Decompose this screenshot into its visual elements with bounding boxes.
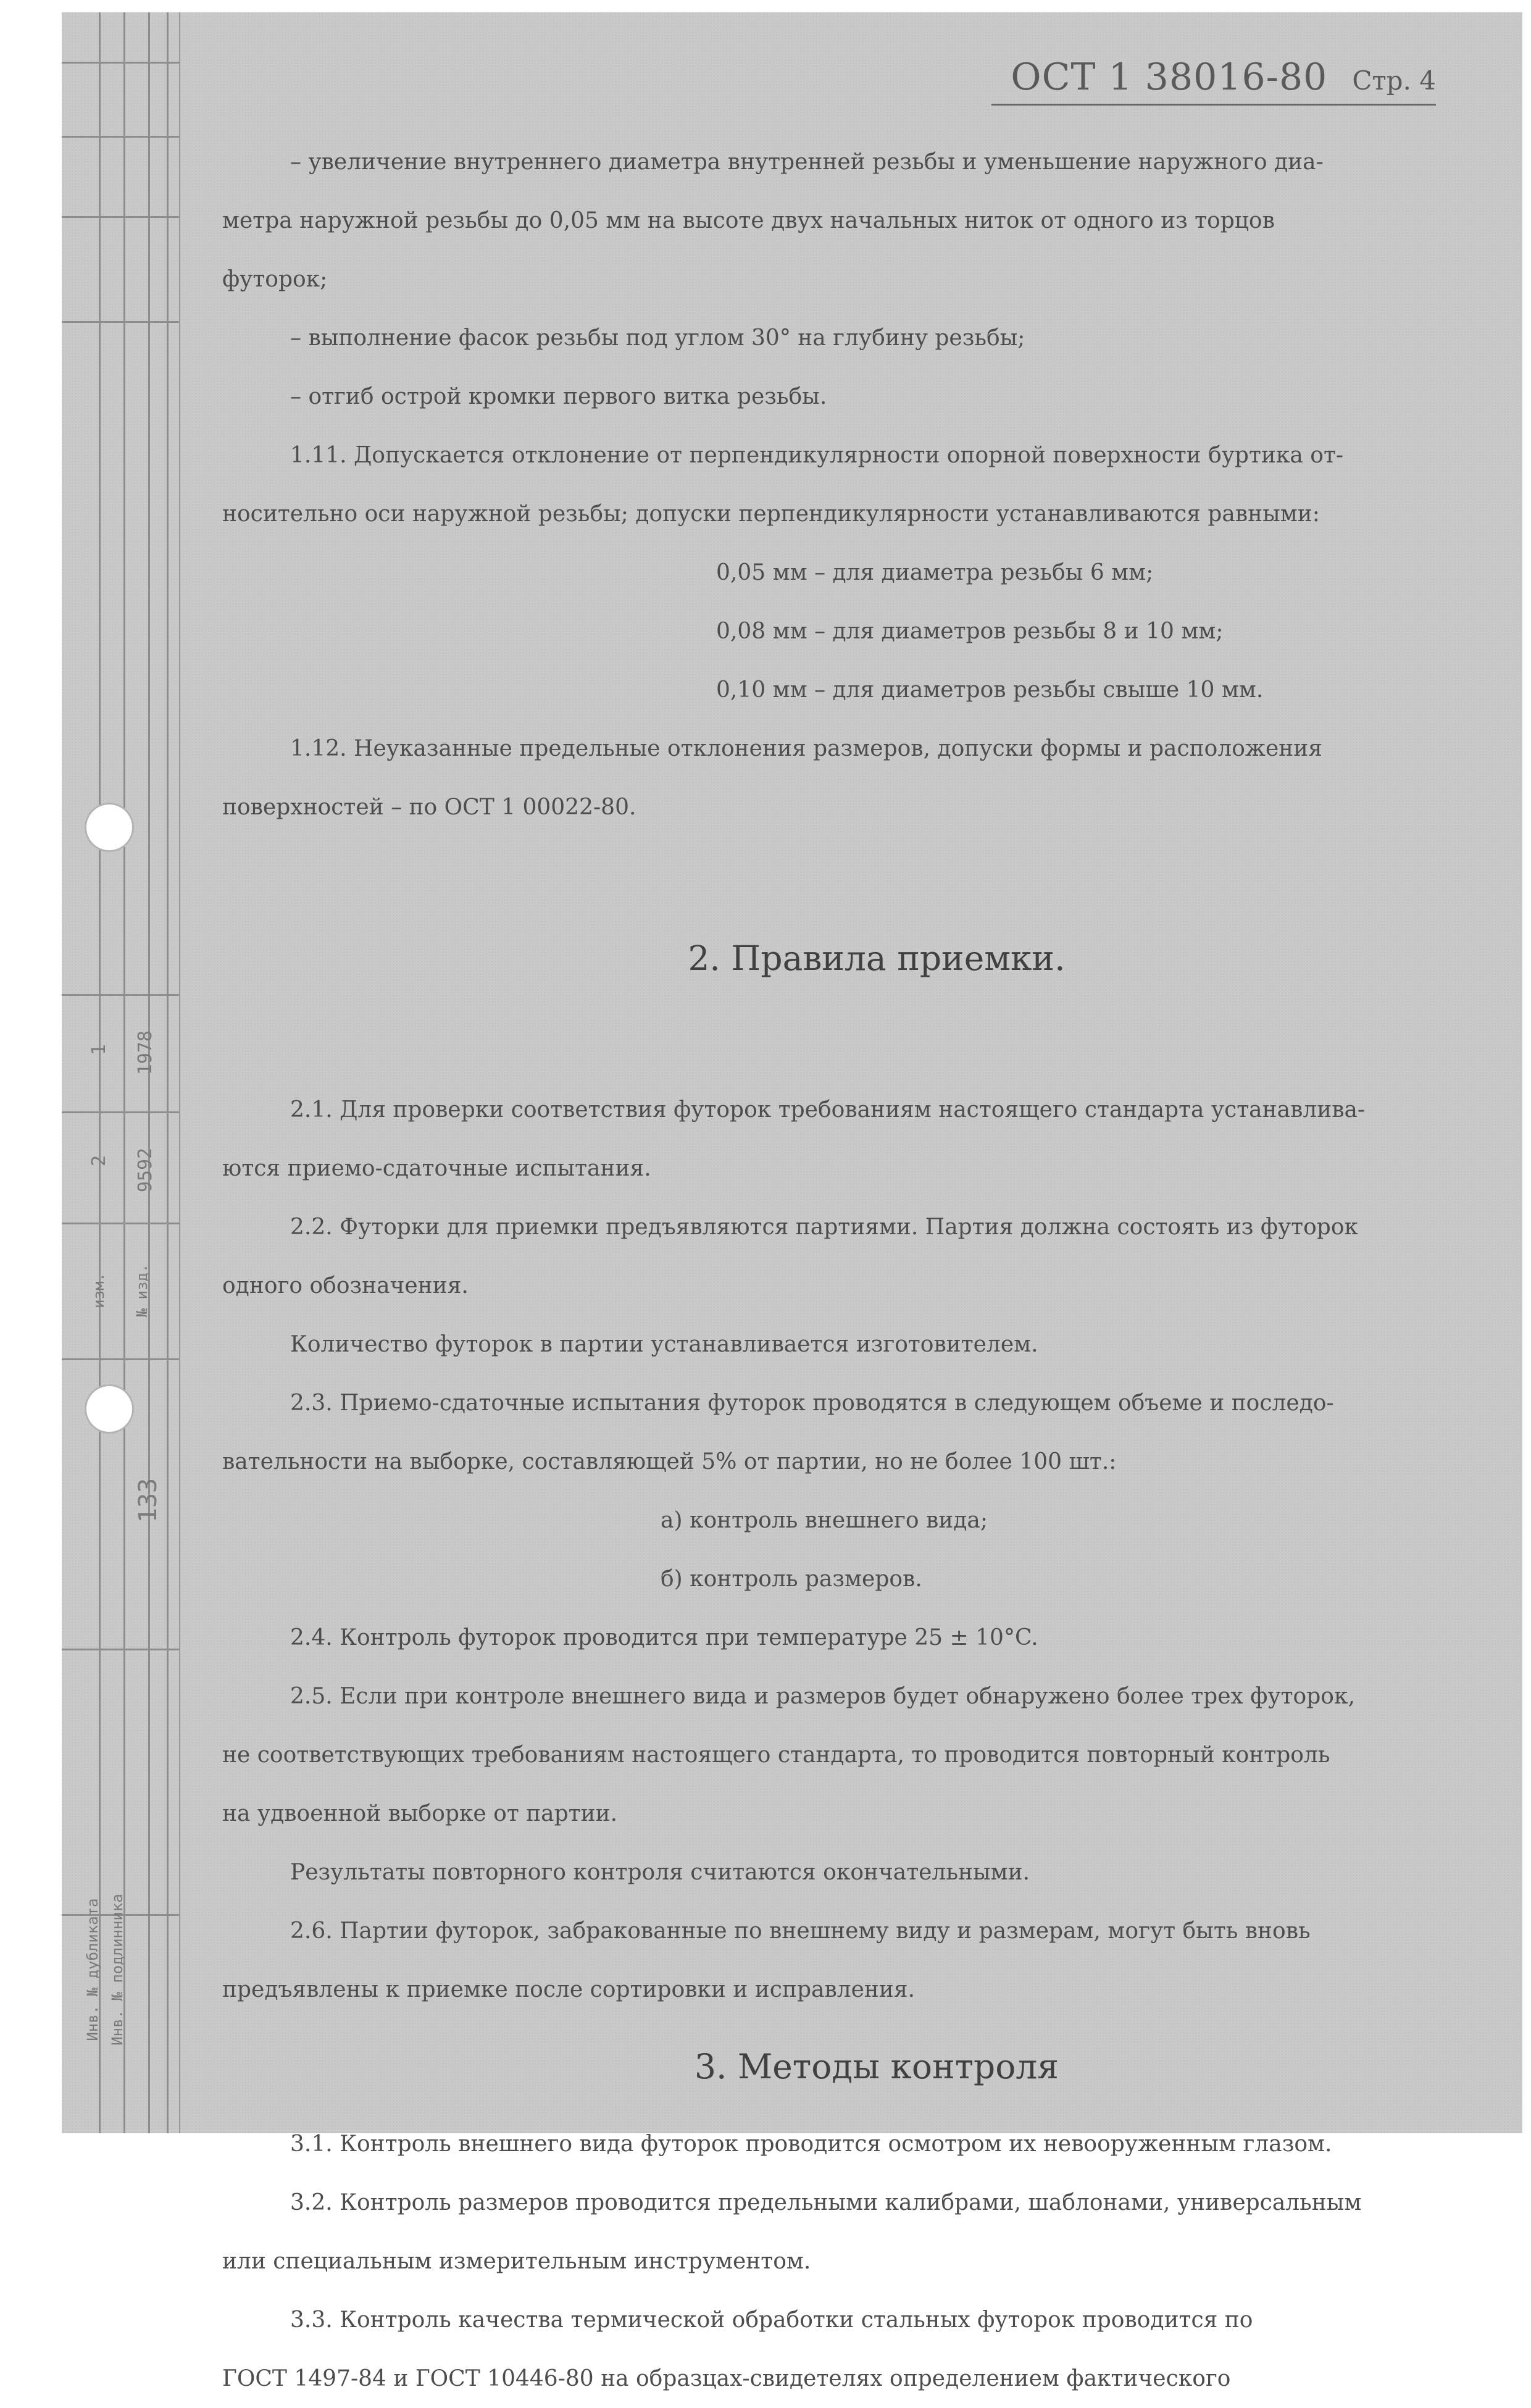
text-line: не соответствующих требованиям настоящего стандарта, то проводится повторный контроль (222, 1742, 1330, 1768)
strip-label-notice-header: № изд. (133, 1263, 151, 1318)
strip-label-year: 1978 (134, 1030, 156, 1076)
paragraph-2-2-continued: Количество футорок в партии устанавливается изготовителем. (290, 1332, 1038, 1357)
punch-hole-lower (86, 1386, 132, 1432)
paragraph-2-1: 2.1. Для проверки соответствия футорок требованиям настоящего стандарта устанавлива- (290, 1097, 1366, 1122)
strip-label-change-2: 2 (88, 1155, 110, 1167)
text-line: одного обозначения. (222, 1273, 469, 1298)
text-line: – отгиб острой кромки первого витка резьбы. (290, 384, 827, 409)
paragraph-2-5: 2.5. Если при контроле внешнего вида и размеров будет обнаружено более трех футорок, (290, 1684, 1355, 1709)
margin-registration-strip (62, 12, 180, 2133)
paragraph-2-4: 2.4. Контроль футорок проводится при температуре 25 ± 10°C. (290, 1625, 1038, 1650)
text-line: носительно оси наружной резьбы; допуски перпендикулярности устанавливаются равными: (222, 501, 1320, 527)
list-item: а) контроль внешнего вида; (661, 1508, 988, 1533)
strip-label-change-header: изм. (90, 1273, 107, 1308)
text-line: ются приемо-сдаточные испытания. (222, 1156, 651, 1181)
text-line: на удвоенной выборке от партии. (222, 1801, 618, 1826)
paragraph-2-6: 2.6. Партии футорок, забракованные по внешнему виду и размерам, могут быть вновь (290, 1918, 1311, 1944)
text-line: метра наружной резьбы до 0,05 мм на высоте двух начальных ниток от одного из торцов (222, 208, 1275, 233)
paragraph-1-11: 1.11. Допускается отклонение от перпендикулярности опорной поверхности буртика от- (290, 443, 1344, 468)
tolerance-item: 0,05 мм – для диаметра резьбы 6 мм; (716, 560, 1154, 585)
page-header (1011, 56, 1436, 99)
document-code: ОСТ 1 38016-80 (1011, 56, 1328, 99)
section-2-title: 2. Правила приемки. (688, 939, 1066, 978)
strip-label-inventory-number: 133 (134, 1478, 162, 1523)
punch-hole-upper (86, 805, 132, 850)
tolerance-item: 0,08 мм – для диаметров резьбы 8 и 10 мм; (716, 619, 1224, 644)
paragraph-2-2: 2.2. Футорки для приемки предъявляются партиями. Партия должна состоять из футорок (290, 1214, 1358, 1240)
header-underline (991, 104, 1436, 106)
strip-label-original-inventory: Инв. № подлинника (109, 1894, 126, 2046)
text-line: футорок; (222, 267, 328, 292)
text-line: поверхностей – по ОСТ 1 00022-80. (222, 795, 636, 820)
strip-label-notice-number: 9592 (134, 1147, 156, 1193)
text-line: ГОСТ 1497-84 и ГОСТ 10446-80 на образцах-свидетелях определением фактического (222, 2366, 1231, 2391)
strip-label-change-1: 1 (88, 1043, 110, 1056)
section-3-title: 3. Методы контроля (694, 2047, 1059, 2086)
strip-label-duplicate-inventory: Инв. № дубликата (84, 1898, 101, 2041)
text-line: предъявлены к приемке после сортировки и исправления. (222, 1977, 916, 2002)
paragraph-3-3: 3.3. Контроль качества термической обработки стальных футорок проводится по (290, 2307, 1253, 2333)
text-line: или специальным измерительным инструментом. (222, 2249, 811, 2274)
document-page (62, 12, 1522, 2391)
document-body (222, 133, 1531, 2408)
paragraph-3-2: 3.2. Контроль размеров проводится предельными калибрами, шаблонами, универсальным (290, 2190, 1362, 2215)
paragraph-2-5-continued: Результаты повторного контроля считаются окончательными. (290, 1860, 1030, 1885)
list-item: б) контроль размеров. (661, 1566, 922, 1592)
text-line: – выполнение фасок резьбы под углом 30° на глубину резьбы; (290, 325, 1025, 351)
paragraph-2-3: 2.3. Приемо-сдаточные испытания футорок проводятся в следующем объеме и последо- (290, 1390, 1334, 1416)
text-line: – увеличение внутреннего диаметра внутренней резьбы и уменьшение наружного диа- (290, 149, 1324, 175)
paragraph-3-1: 3.1. Контроль внешнего вида футорок проводится осмотром их невооруженным глазом. (290, 2131, 1332, 2157)
tolerance-item: 0,10 мм – для диаметров резьбы свыше 10 мм. (716, 677, 1264, 703)
text-line: вательности на выборке, составляющей 5% от партии, но не более 100 шт.: (222, 1449, 1117, 1474)
paragraph-1-12: 1.12. Неуказанные предельные отклонения размеров, допуски формы и расположения (290, 736, 1322, 761)
page-number: Стр. 4 (1352, 65, 1436, 96)
